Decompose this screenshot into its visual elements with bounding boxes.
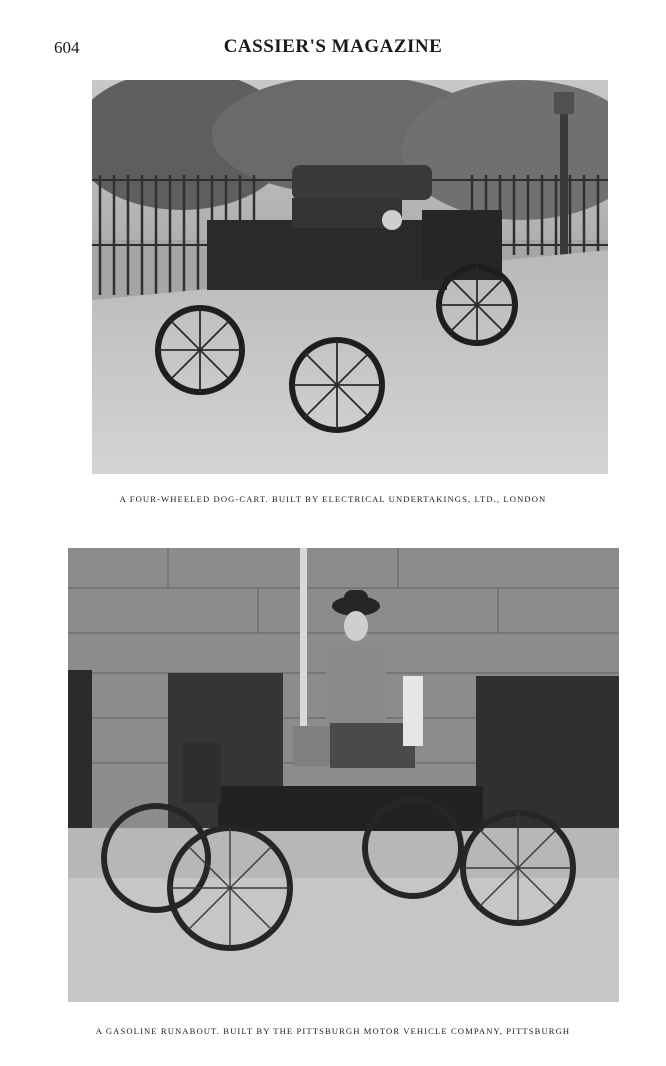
photo-gasoline-runabout: [68, 548, 619, 1002]
photo-dog-cart: [92, 80, 608, 474]
running-title: CASSIER'S MAGAZINE: [223, 36, 443, 57]
page-number: 604: [54, 38, 80, 57]
caption-gasoline-runabout: A GASOLINE RUNABOUT. BUILT BY THE PITTSBURGH MOTOR VEHICLE COMPANY, PITTSBURGH: [95, 1026, 571, 1036]
caption-dog-cart: A FOUR-WHEELED DOG-CART. BUILT BY ELECTRICAL UNDERTAKINGS, LTD., LONDON: [119, 494, 547, 504]
